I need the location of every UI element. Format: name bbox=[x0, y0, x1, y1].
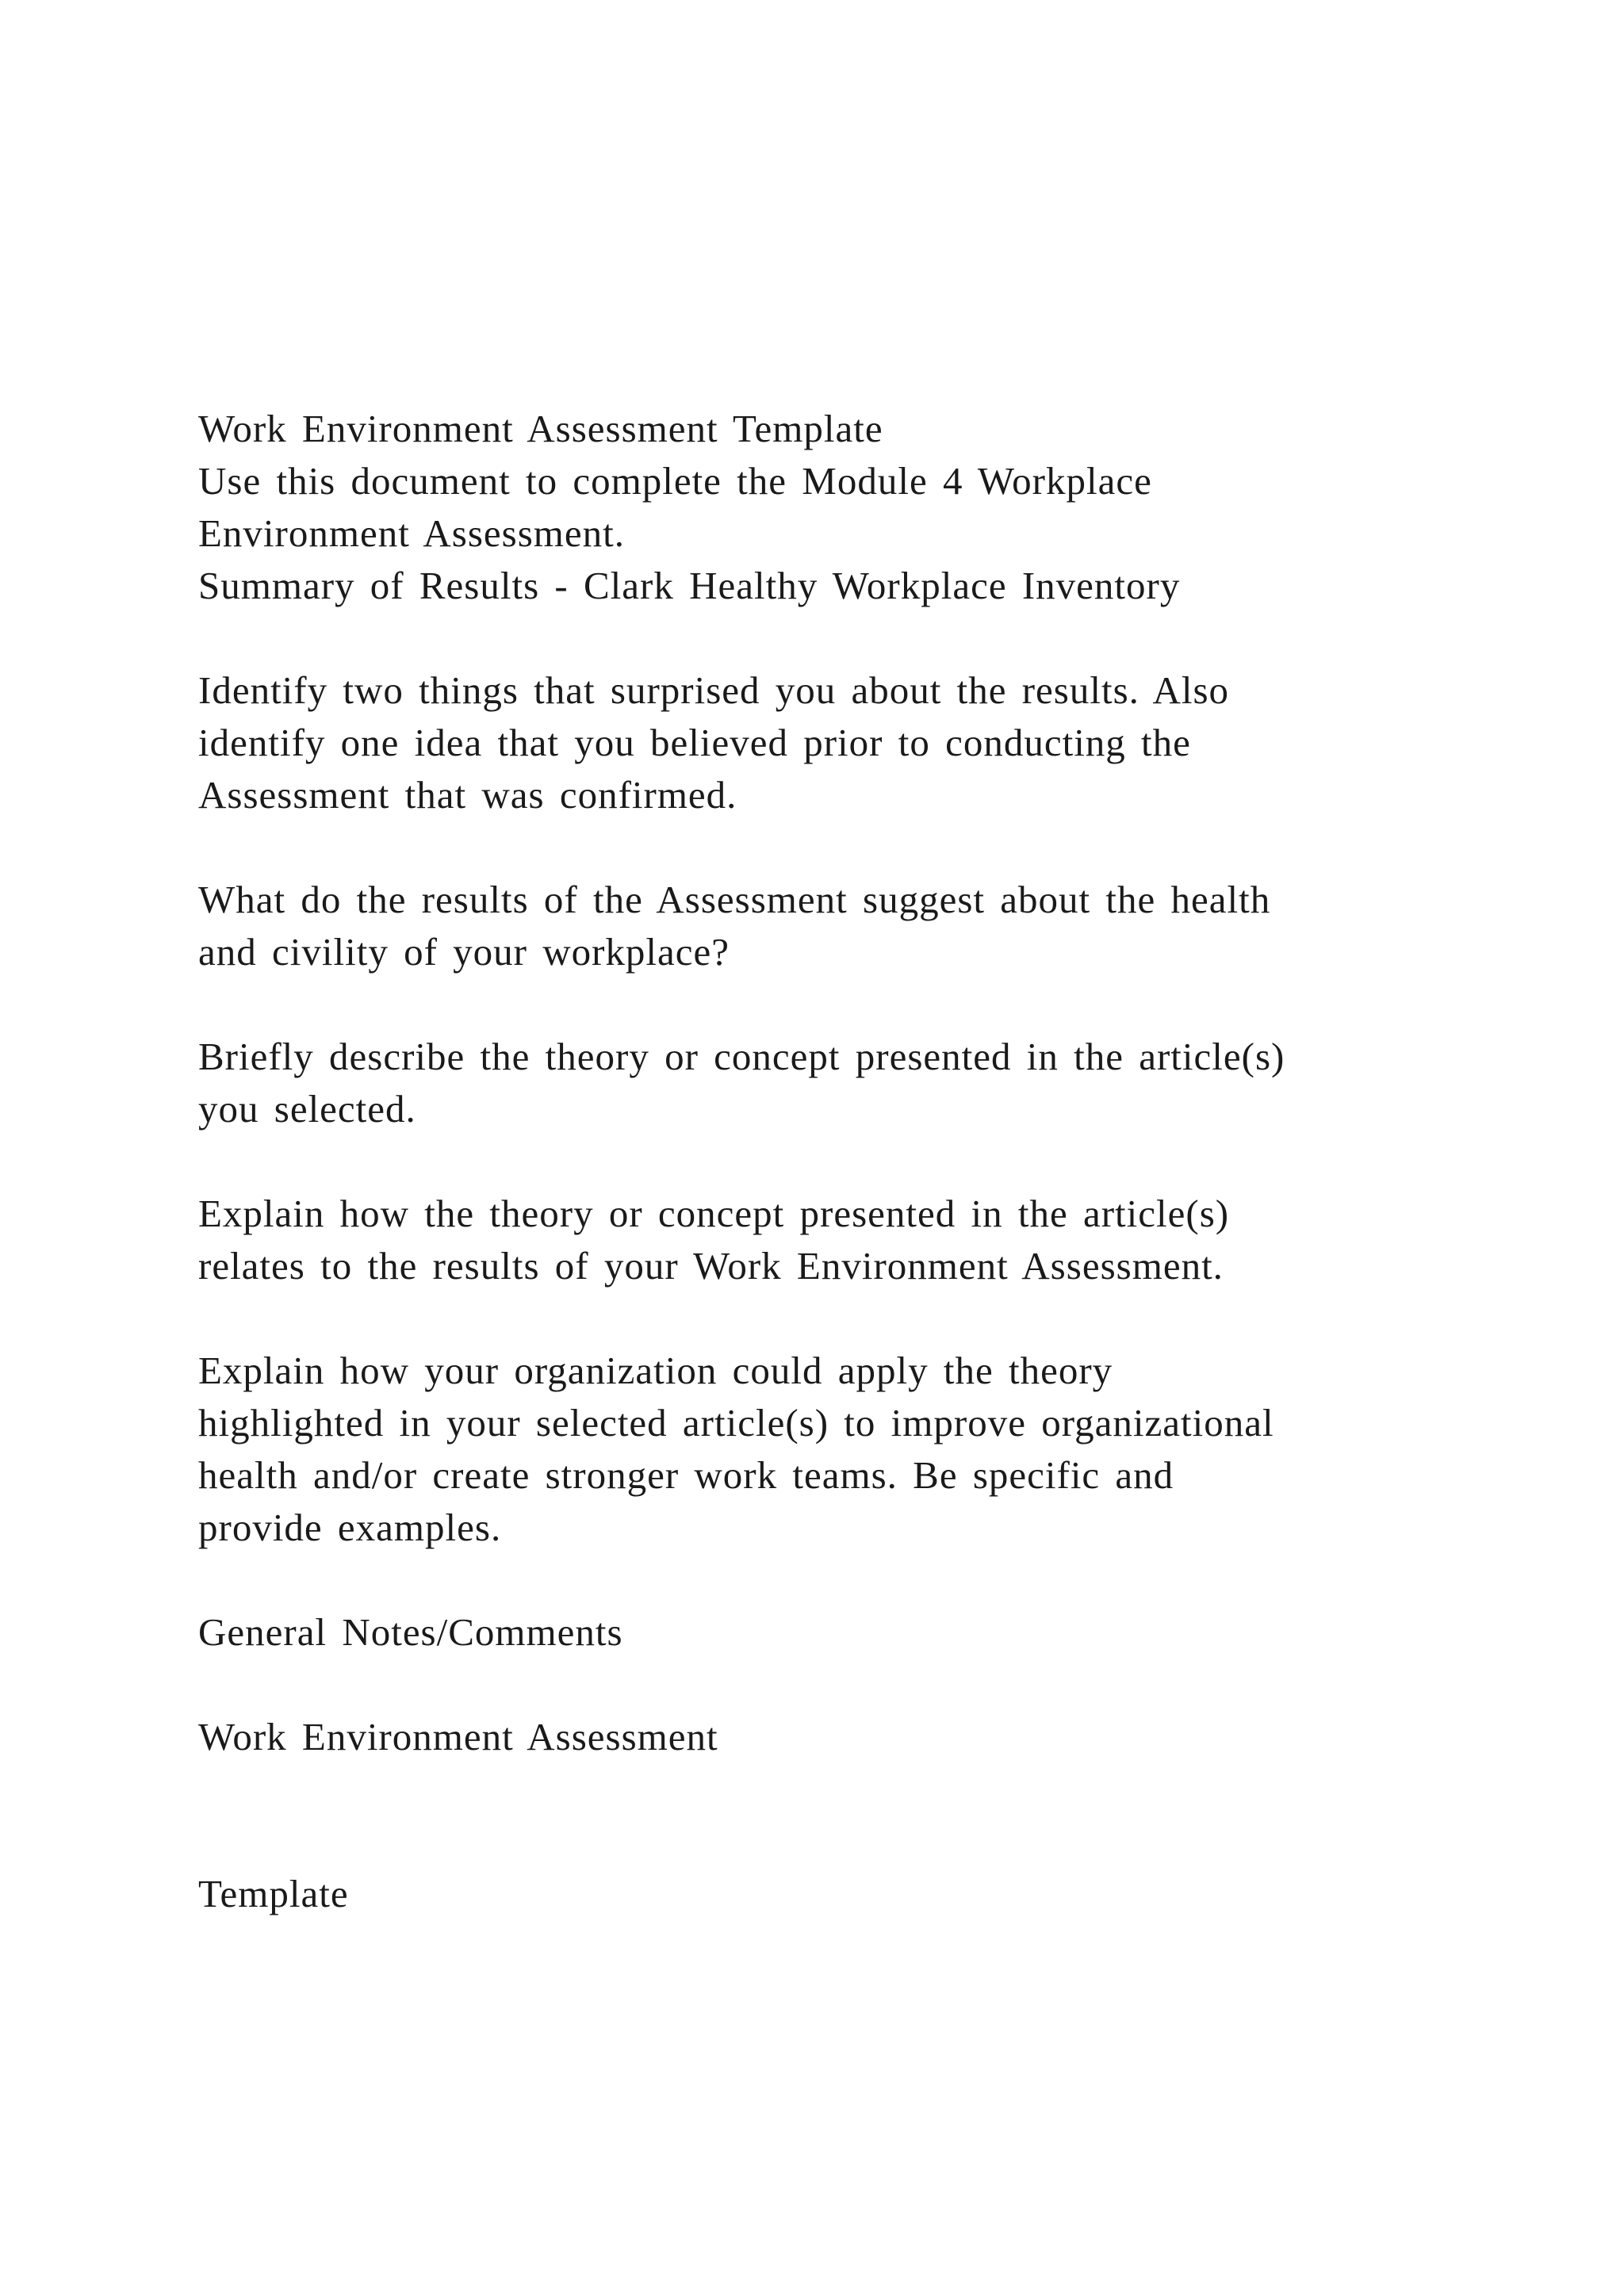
footer-subtitle: Template bbox=[198, 1872, 349, 1915]
question-5-line-1: Explain how your organization could apply the theory bbox=[198, 1349, 1113, 1392]
general-notes-heading: General Notes/Comments bbox=[198, 1610, 623, 1654]
question-3-line-2: you selected. bbox=[198, 1087, 416, 1131]
summary-heading: Summary of Results - Clark Healthy Workplace Inventory bbox=[198, 564, 1181, 607]
question-3-line-1: Briefly describe the theory or concept presented in the article(s) bbox=[198, 1035, 1285, 1078]
question-5-line-3: health and/or create stronger work teams. Be specific and bbox=[198, 1453, 1174, 1497]
question-1-line-3: Assessment that was confirmed. bbox=[198, 773, 737, 817]
question-5-line-4: provide examples. bbox=[198, 1506, 502, 1549]
intro-line-1: Use this document to complete the Module 4 Workplace bbox=[198, 459, 1152, 503]
footer-title: Work Environment Assessment bbox=[198, 1715, 718, 1758]
intro-line-2: Environment Assessment. bbox=[198, 511, 626, 555]
question-2-line-2: and civility of your workplace? bbox=[198, 930, 730, 974]
question-5-line-2: highlighted in your selected article(s) to improve organizational bbox=[198, 1401, 1274, 1445]
question-4-line-1: Explain how the theory or concept presented in the article(s) bbox=[198, 1192, 1230, 1235]
question-4-line-2: relates to the results of your Work Environment Assessment. bbox=[198, 1244, 1224, 1288]
question-2-line-1: What do the results of the Assessment suggest about the health bbox=[198, 878, 1271, 921]
document-title: Work Environment Assessment Template bbox=[198, 407, 883, 450]
question-1-line-1: Identify two things that surprised you about the results. Also bbox=[198, 668, 1230, 712]
question-1-line-2: identify one idea that you believed prior to conducting the bbox=[198, 721, 1191, 764]
